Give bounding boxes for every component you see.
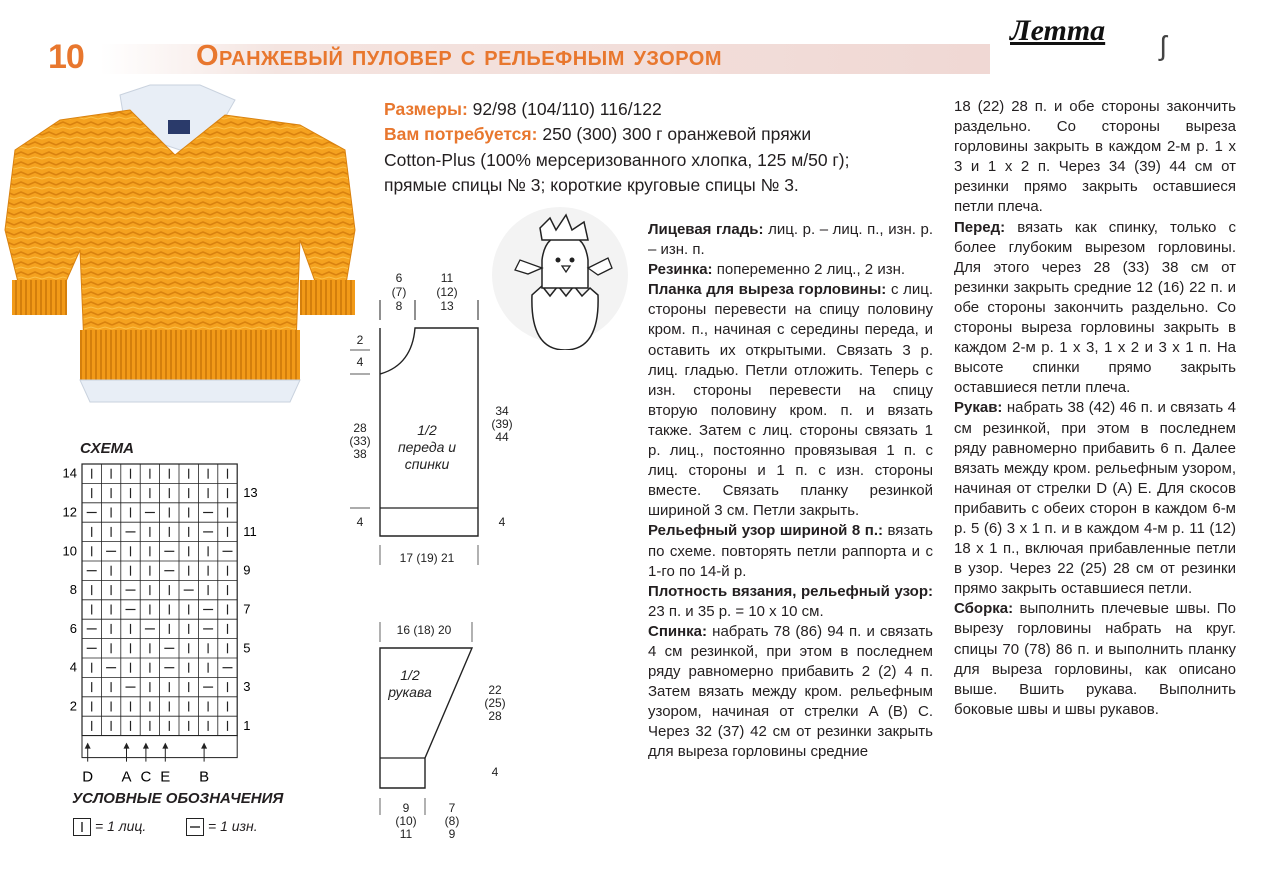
body-right-bottom: 4: [498, 515, 506, 529]
back-continued-text: 18 (22) 28 п. и обе стороны закончить раздельно. Со стороны выреза горловины закрыть в каждом 2-м р. 1 х 3 и 1 х 2 п. Через 34 (39) 44 см от резинки прямо закрыть оставшиеся петли плеча.: [954, 98, 1236, 216]
neckband-label: Планка для выреза горловины:: [648, 281, 887, 299]
sleeve-top-width: 16 (18) 20: [396, 623, 452, 637]
materials-line-2: Cotton-Plus (100% мерсеризованного хлопка, 125 м/50 г);: [384, 150, 850, 170]
legend-knit: = 1 лиц.: [95, 818, 147, 834]
body-top-left: 8: [395, 299, 403, 313]
knit-symbol-icon: [73, 818, 91, 836]
stitch-chart: [55, 458, 295, 788]
brand-mark: ʃ: [1160, 30, 1167, 61]
body-label: 1/2: [417, 422, 437, 438]
legend-purl: = 1 изн.: [208, 818, 258, 834]
sizes-line: [384, 99, 662, 120]
row-number-left: 4: [69, 659, 77, 675]
relief-pattern-text: вязать по схеме. повторять петли раппорта и с 1-го по 14-й р.: [648, 522, 933, 580]
materials-label: Вам потребуется:: [384, 124, 538, 144]
front-label: Перед:: [954, 218, 1006, 236]
row-number-left: 8: [69, 582, 77, 598]
body-label: спинки: [404, 456, 450, 472]
sleeve-bottom-right: (8): [444, 814, 460, 828]
body-left-2: 2: [356, 333, 364, 347]
body-bottom-width: 17 (19) 21: [399, 551, 455, 565]
page-number: 10: [48, 38, 84, 76]
sweater-photo: [0, 80, 360, 410]
row-number-right: 9: [243, 562, 251, 578]
sleeve-outline: [380, 648, 472, 788]
front-text: вязать как спинку, только с более глубоким вырезом горловины. Для этого через 28 (33) 38 см от резинки закрыть средние 12 (16) 22 п. и обе стороны закончить раздельно. Со стороны выреза горловины закрыть в каждом 2-м р. 1 х 3, 1 х 2 и 3 х 1 п. На высоте спинки прямо закрыть оставшиеся петли плеча.: [954, 218, 1236, 397]
body-top-right: 11: [440, 271, 454, 285]
sleeve-right-main: 22: [488, 683, 502, 697]
neckband-text: с лиц. стороны перевести на спицу половину кром. п., начиная с середины переда, и оставить их открытыми. Связать 3 р. лиц. гладью. Петли отложить. Теперь с изн. стороны перевести на спицу вторую половину кром. п. и вязать также. Затем с лиц. стороны связать 1 р. лиц., постоянно провязывая 1 п. с лиц. стороны и 1 п. с изн. стороны вместе. Связать планку резинкой шириной 3 см. Петли закрыть.: [648, 281, 933, 520]
row-number-left: 6: [69, 620, 77, 636]
body-top-left: (7): [391, 285, 407, 299]
sleeve-bottom-left: 11: [399, 827, 413, 841]
brand-logo: Летта: [1010, 14, 1106, 47]
chart-base: [82, 736, 237, 758]
page-title: Оранжевый пуловер с рельефным узором: [196, 40, 723, 72]
body-left-bottom: 4: [356, 515, 364, 529]
row-number-left: 12: [62, 504, 77, 520]
sleeve-bottom-left: (10): [395, 814, 417, 828]
rib-text: попеременно 2 лиц., 2 изн.: [712, 261, 906, 279]
back-text: набрать 78 (86) 94 п. и связать 4 см резинкой, при этом в последнем ряду равномерно прибавить 2 (2) 4 п. Затем вязать между кром. рельефным узором, начиная от стрелки A (B) C. Через 32 (37) 42 см от резинки закрыть для выреза горловины средние: [648, 622, 933, 761]
assembly-text: выполнить плечевые швы. По вырезу горловины набрать на круг. спицы 70 (78) 86 п. и выполнить планку для выреза горловины, как описано выше. Вшить рукава. Выполнить боковые швы и швы рукавов.: [954, 600, 1236, 718]
sleeve-label: 1/2: [400, 667, 420, 683]
arrow-label: B: [199, 768, 210, 786]
sleeve-label: Рукав:: [954, 399, 1003, 417]
row-number-right: 3: [243, 679, 251, 695]
body-left-main: 28: [353, 421, 367, 435]
legend-title: УСЛОВНЫЕ ОБОЗНАЧЕНИЯ: [72, 790, 284, 807]
sizes-label: Размеры:: [384, 99, 468, 119]
sleeve-right-main: (25): [484, 696, 506, 710]
row-number-right: 7: [243, 601, 251, 617]
sleeve-bottom-left: 9: [402, 801, 410, 815]
row-number-left: 2: [69, 698, 77, 714]
row-number-right: 13: [243, 485, 258, 501]
arrow-label: E: [160, 768, 171, 786]
row-number-left: 14: [62, 465, 77, 481]
body-left-main: 38: [353, 447, 367, 461]
row-number-right: 11: [243, 523, 257, 539]
sleeve-bottom-right: 7: [448, 801, 456, 815]
sizes-value: 92/98 (104/110) 116/122: [467, 99, 662, 119]
stockinette-label: Лицевая гладь:: [648, 221, 764, 238]
arrow-label: A: [121, 768, 132, 786]
body-label: переда и: [397, 439, 457, 455]
body-left-4: 4: [356, 355, 364, 369]
instructions-column-1: [648, 220, 933, 763]
pattern-schematics: [340, 270, 540, 850]
materials-line: [384, 124, 811, 145]
relief-pattern-label: Рельефный узор шириной 8 п.:: [648, 522, 883, 540]
sleeve-right-bottom: 4: [491, 765, 499, 779]
sleeve-bottom-right: 9: [448, 827, 456, 841]
row-number-right: 1: [243, 717, 251, 733]
body-right-main: (39): [491, 417, 513, 431]
materials-line-3: прямые спицы № 3; короткие круговые спицы № 3.: [384, 175, 799, 195]
back-label: Спинка:: [648, 622, 708, 640]
body-top-left: 6: [395, 271, 403, 285]
body-top-right: 13: [440, 299, 454, 313]
stockinette-text: лиц. р. – лиц. п., изн. р. – изн. п.: [648, 221, 934, 259]
rib-label: Резинка:: [648, 261, 713, 279]
instructions-column-2: [954, 97, 1236, 720]
arrow-label: C: [140, 768, 152, 786]
row-number-right: 5: [243, 640, 251, 656]
assembly-label: Сборка:: [954, 600, 1014, 618]
schema-title: СХЕМА: [80, 440, 134, 457]
body-left-main: (33): [349, 434, 371, 448]
sleeve-right-main: 28: [488, 709, 502, 723]
gauge-text: 23 п. и 35 р. = 10 х 10 см.: [648, 602, 824, 620]
arrow-label: D: [82, 768, 94, 786]
body-right-main: 44: [495, 430, 509, 444]
sleeve-text: набрать 38 (42) 46 п. и связать 4 см резинкой, при этом в последнем ряду равномерно прибавить 6 п. Далее вязать между кром. рельефным узором, начиная от стрелки D (A) E. Для скосов прибавить с обеих сторон в каждом 6-м р. 5 (6) 3 х 1 п. и в каждом 4-м р. 11 (12) 18 х 1 п., включая прибавленные петли в узор. Через 22 (25) 28 см от резинки прямо закрыть оставшиеся петли.: [954, 399, 1236, 598]
materials-value: 250 (300) 300 г оранжевой пряжи: [537, 124, 812, 144]
purl-symbol-icon: [186, 818, 204, 836]
sleeve-label: рукава: [388, 684, 432, 700]
row-number-left: 10: [62, 543, 77, 559]
body-right-main: 34: [495, 404, 509, 418]
gauge-label: Плотность вязания, рельефный узор:: [648, 582, 933, 600]
body-top-right: (12): [436, 285, 458, 299]
